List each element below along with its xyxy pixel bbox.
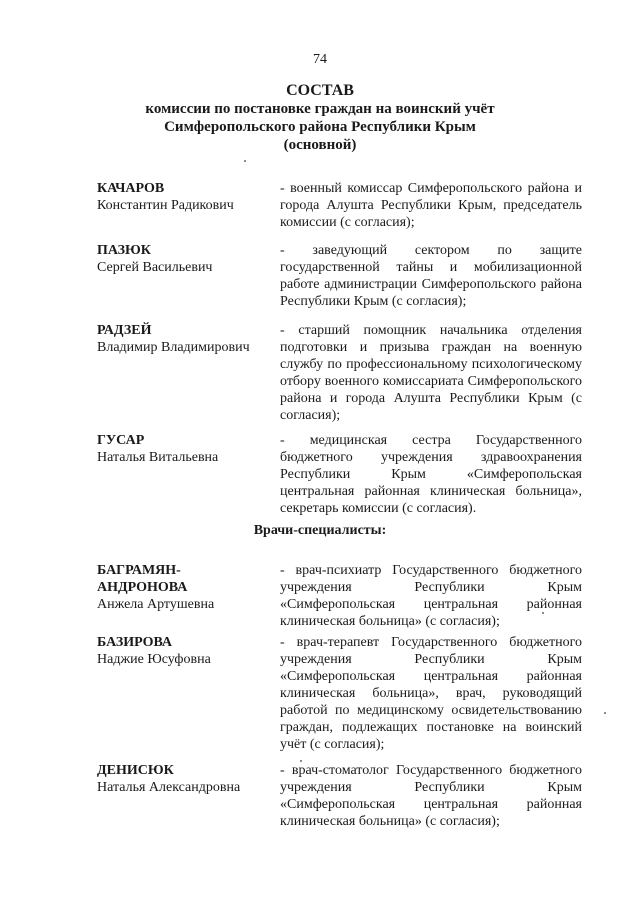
scan-speck (604, 712, 606, 714)
specialist-name-block (97, 762, 277, 796)
member-given-name: Наталья Витальевна (97, 450, 219, 465)
specialist-given-name: Анжела Артушевна (97, 597, 215, 612)
specialist-name-block (97, 562, 277, 613)
member-role: - заведующий сектором по защите государственной тайны и мобилизационной работе администрации Симферопольского района Республики Крым (с согласия); (280, 243, 582, 309)
member-surname: ПАЗЮК (97, 243, 151, 258)
member-name-block (97, 180, 277, 214)
member-role: - старший помощник начальника отделения подготовки и призыва граждан на военную службу по профессиональному психологическому отбору военного комиссариата Симферопольского района и города Алушта Республики Крым (с согласия); (280, 323, 582, 423)
member-role: - военный комиссар Симферопольского района и города Алушта Республики Крым, председатель комиссии (с согласия); (280, 181, 582, 230)
member-name-block (97, 432, 277, 466)
specialist-surname-line-2: АНДРОНОВА (97, 580, 188, 595)
page-number: 74 (313, 52, 327, 67)
member-surname: РАДЗЕЙ (97, 323, 152, 338)
member-role: - медицинская сестра Государственного бюджетного учреждения здравоохранения Республики Крым «Симферопольская центральная районная клиническая больница», секретарь комиссии (с согласия). (280, 433, 582, 516)
member-given-name: Сергей Васильевич (97, 260, 213, 275)
heading-line-3: Симферопольского района Республики Крым (164, 119, 476, 135)
heading-title: СОСТАВ (286, 82, 354, 99)
specialist-given-name: Наджие Юсуфовна (97, 652, 211, 667)
member-surname: КАЧАРОВ (97, 181, 165, 196)
specialist-role: - врач-психиатр Государственного бюджетного учреждения Республики Крым «Симферопольская центральная районная клиническая больница» (с согласия); (280, 563, 582, 629)
member-given-name: Константин Радикович (97, 198, 234, 213)
scan-speck (542, 612, 544, 614)
scan-speck (244, 160, 246, 162)
specialist-given-name: Наталья Александровна (97, 780, 241, 795)
specialist-surname: БАГРАМЯН- (97, 563, 181, 578)
specialist-name-block (97, 634, 277, 668)
heading-line-4: (основной) (283, 137, 357, 153)
heading-line-2: комиссии по постановке граждан на воинский учёт (145, 101, 495, 117)
specialist-surname: ДЕНИСЮК (97, 763, 174, 778)
specialist-role: - врач-терапевт Государственного бюджетного учреждения Республики Крым «Симферопольская центральная районная клиническая больница», врач, руководящий работой по медицинскому освидетельствованию граждан, подлежащих постановке на воинский учёт (с согласия); (280, 635, 582, 752)
specialist-role: - врач-стоматолог Государственного бюджетного учреждения Республики Крым «Симферопольская центральная районная клиническая больница» (с согласия); (280, 763, 582, 829)
member-name-block (97, 242, 277, 276)
member-name-block (97, 322, 277, 356)
member-given-name: Владимир Владимирович (97, 340, 250, 355)
section-title: Врачи-специалисты: (253, 523, 387, 538)
scan-speck (300, 760, 302, 762)
specialist-surname: БАЗИРОВА (97, 635, 173, 650)
member-surname: ГУСАР (97, 433, 145, 448)
document-heading (0, 82, 640, 154)
